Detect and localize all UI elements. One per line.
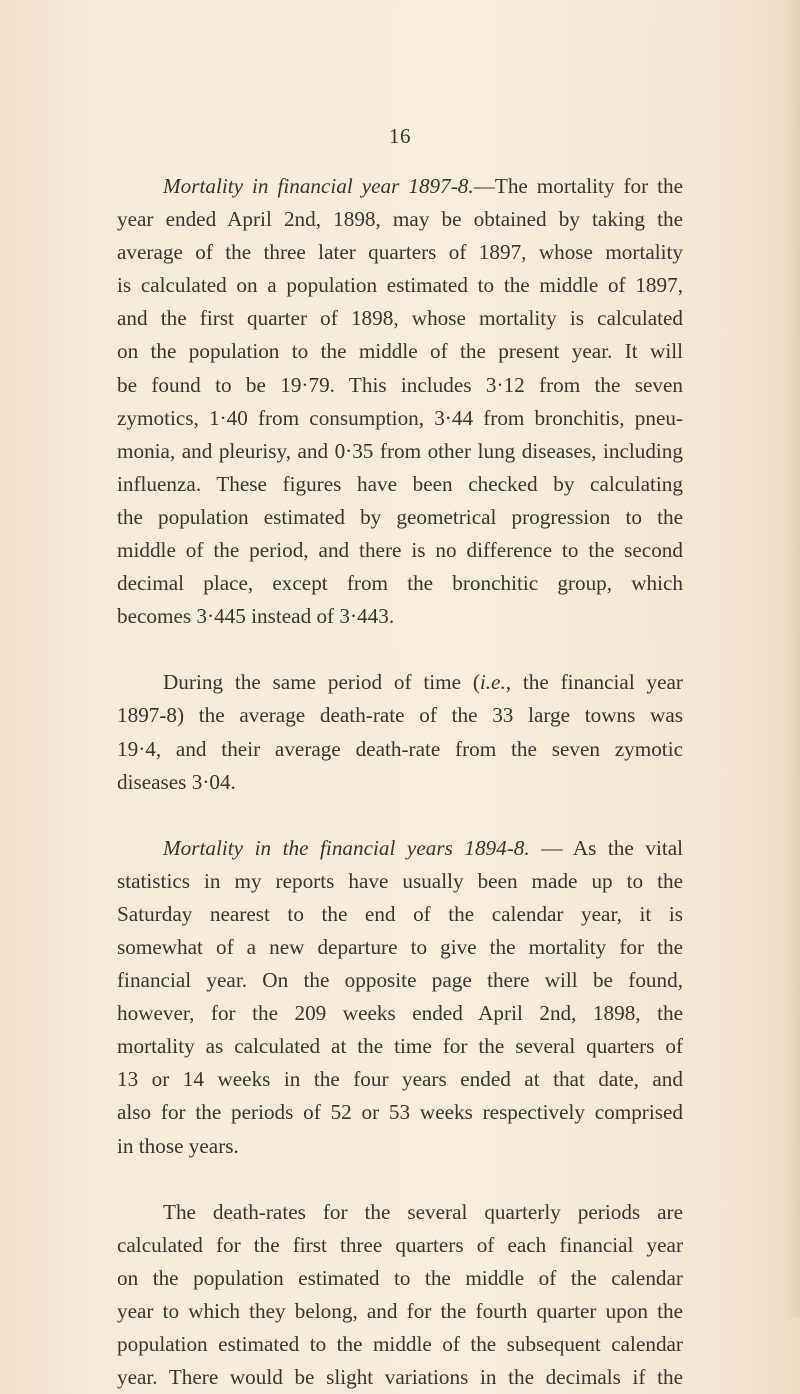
text-line: calculated for the first three quarters of each financial year [117, 1232, 683, 1257]
text-line: on the population to the middle of the present year. It will [117, 339, 683, 364]
text-line: monia, and pleurisy, and 0·35 from other lung diseases, including [117, 438, 683, 463]
text-line: diseases 3·04. [117, 769, 236, 794]
text-line: the population estimated by geometrical progression to the [117, 504, 683, 529]
text-line: 1897-8) the average death-rate of the 33 large towns was [117, 703, 683, 728]
text-line: financial year. On the opposite page there will be found, [117, 968, 683, 993]
text-line: is calculated on a population estimated to the middle of 1897, [117, 273, 683, 298]
text-line: decimal place, except from the bronchitic group, which [117, 571, 683, 596]
page-number: 16 [389, 124, 411, 148]
text-line: middle of the period, and there is no difference to the second [117, 538, 683, 563]
paragraph-gap [117, 799, 683, 832]
paragraph-large-towns-comparison [117, 666, 683, 798]
text-line: Saturday nearest to the end of the calendar year, it is [117, 901, 683, 926]
paragraph-quarterly-death-rates [117, 1196, 683, 1394]
text-line: year. There would be slight variations in the decimals if the [117, 1365, 683, 1390]
text-line: Mortality in financial year 1897-8.—The mortality for the [163, 174, 684, 198]
page-edge-shadow [786, 0, 800, 1317]
section-heading: Mortality in financial year 1897-8. [163, 174, 474, 198]
text-line: in those years. [117, 1133, 239, 1158]
paragraph-financial-year-1897-8 [117, 170, 683, 633]
text-line: year ended April 2nd, 1898, may be obtained by taking the [117, 207, 683, 232]
text-line: however, for the 209 weeks ended April 2nd, 1898, the [117, 1001, 683, 1026]
text-line: year to which they belong, and for the fourth quarter upon the [117, 1298, 683, 1323]
text-line: mortality as calculated at the time for the several quarters of [117, 1034, 683, 1059]
paragraph-financial-years-1894-8 [117, 832, 683, 1163]
text-line: During the same period of time (i.e., the financial year [163, 670, 683, 695]
text-line: statistics in my reports have usually been made up to the [117, 868, 683, 893]
text-line: be found to be 19·79. This includes 3·12 from the seven [117, 372, 683, 397]
text-line: becomes 3·445 instead of 3·443. [117, 604, 395, 629]
text-line: zymotics, 1·40 from consumption, 3·44 from bronchitis, pneu- [117, 405, 683, 430]
text-line: and the first quarter of 1898, whose mortality is calculated [117, 306, 683, 331]
paragraph-gap [117, 633, 683, 666]
section-heading: Mortality in the financial years 1894-8. [163, 835, 530, 860]
text-line: 13 or 14 weeks in the four years ended at that date, and [117, 1067, 683, 1092]
text-line: Mortality in the financial years 1894-8. — As the vital [163, 835, 684, 860]
text-line: somewhat of a new departure to give the mortality for the [117, 934, 683, 959]
body-text [117, 170, 683, 1394]
text-line: on the population estimated to the middle of the calendar [117, 1265, 683, 1290]
text-line: influenza. These figures have been checked by calculating [117, 471, 683, 496]
paragraph-gap [117, 1163, 683, 1196]
text-line: 19·4, and their average death-rate from the seven zymotic [117, 736, 683, 761]
text-line: also for the periods of 52 or 53 weeks respectively comprised [117, 1100, 683, 1125]
text-line: average of the three later quarters of 1897, whose mortality [117, 240, 683, 265]
text-line: The death-rates for the several quarterly periods are [163, 1199, 683, 1224]
text-line: population estimated to the middle of the subsequent calendar [117, 1332, 683, 1356]
